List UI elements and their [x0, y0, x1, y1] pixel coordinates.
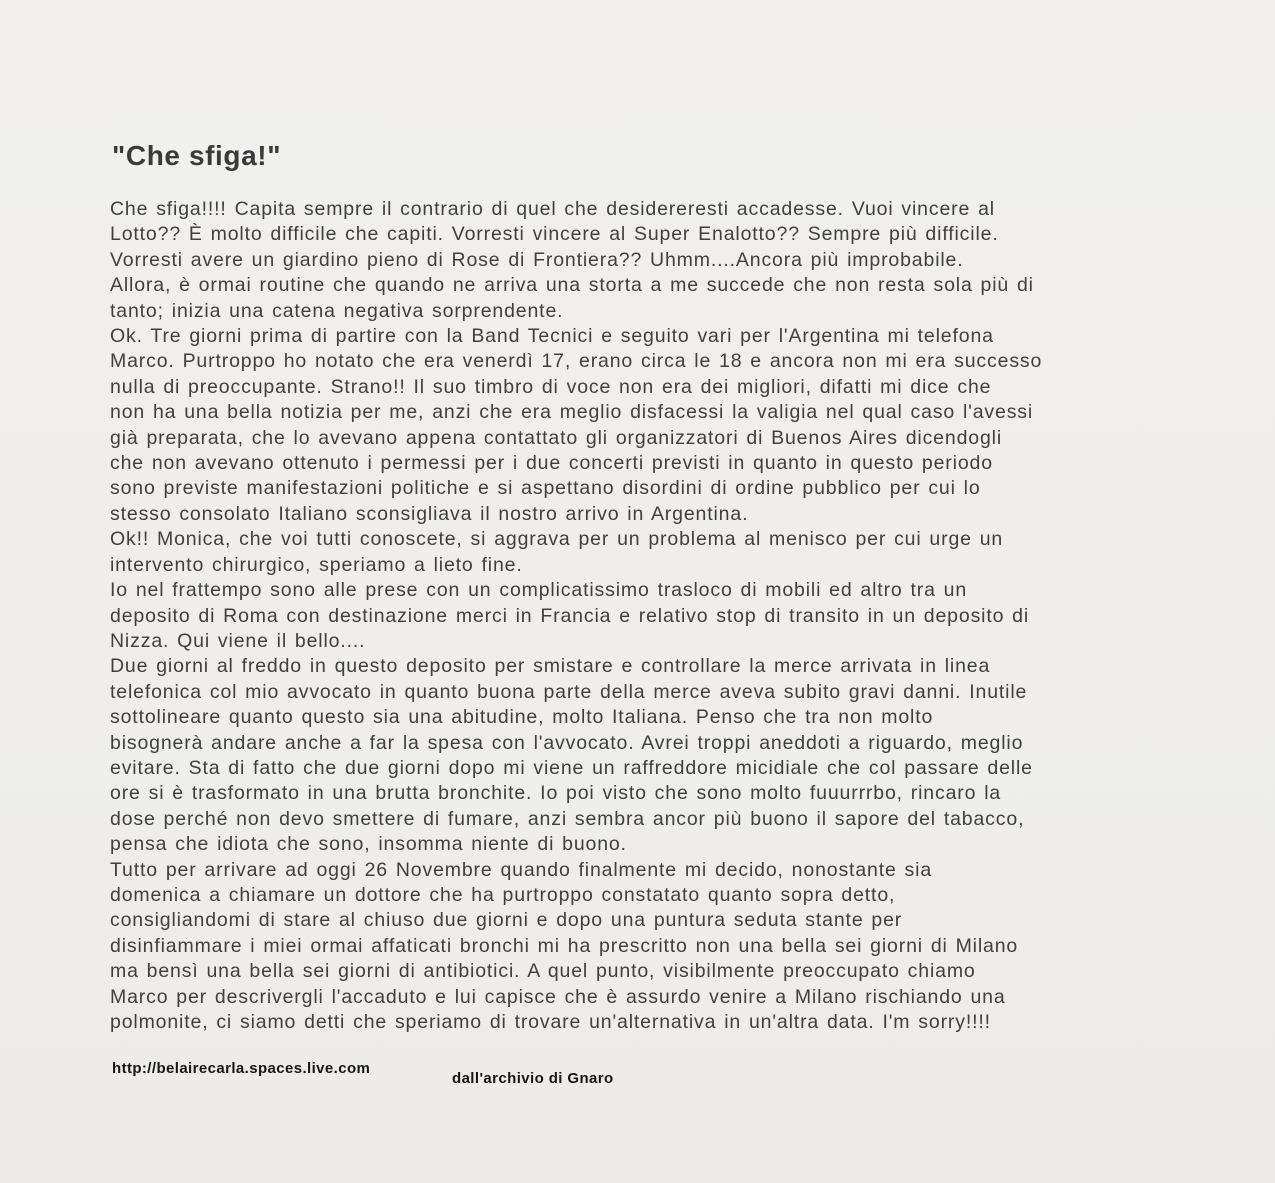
text-line: intervento chirurgico, speriamo a lieto fine. [110, 553, 523, 576]
text-line: Ok. Tre giorni prima di partire con la Band Tecnici e seguito vari per l'Argentina mi telefona [110, 325, 994, 348]
text-line: Allora, è ormai routine che quando ne arriva una storta a me succede che non resta sola più di [110, 274, 1034, 297]
page-title: "Che sfiga!" [112, 140, 282, 171]
text-line: evitare. Sta di fatto che due giorni dopo mi viene un raffreddore micidiale che col passare delle [110, 756, 1033, 779]
text-line: telefonica col mio avvocato in quanto buona parte della merce aveva subito gravi danni. Inutile [110, 680, 1028, 703]
footer-url: http://belairecarla.spaces.live.com [112, 1060, 371, 1077]
text-line: Due giorni al freddo in questo deposito per smistare e controllare la merce arrivata in linea [110, 655, 991, 678]
text-line: Io nel frattempo sono alle prese con un complicatissimo trasloco di mobili ed altro tra un [110, 579, 968, 602]
text-line: sono previste manifestazioni politiche e si aspettano disordini di ordine pubblico per cui lo [110, 477, 981, 500]
text-line: Tutto per arrivare ad oggi 26 Novembre quando finalmente mi decido, nonostante sia [110, 858, 933, 881]
text-line: disinfiammare i miei ormai affaticati bronchi mi ha prescritto non una bella sei giorni di Milano [110, 934, 1019, 957]
text-line: ma bensì una bella sei giorni di antibiotici. A quel punto, visibilmente preoccupato chiamo [110, 960, 976, 983]
text-line: già preparata, che lo avevano appena contattato gli organizzatori di Buenos Aires dicendogli [110, 426, 1003, 449]
text-line: consigliandomi di stare al chiuso due giorni e dopo una puntura seduta stante per [110, 909, 903, 932]
text-line: Vorresti avere un giardino pieno di Rose di Frontiera?? Uhmm....Ancora più improbabile. [110, 248, 964, 271]
text-line: tanto; inizia una catena negativa sorprendente. [110, 299, 564, 322]
text-line: Lotto?? È molto difficile che capiti. Vorresti vincere al Super Enalotto?? Sempre più difficile. [110, 223, 999, 246]
text-line: deposito di Roma con destinazione merci in Francia e relativo stop di transito in un deposito di [110, 604, 1030, 627]
footer-archive: dall'archivio di Gnaro [452, 1070, 614, 1087]
text-line: domenica a chiamare un dottore che ha purtroppo constatato quanto sopra detto, [110, 883, 896, 906]
text-line: bisognerà andare anche a far la spesa con l'avvocato. Avrei troppi aneddoti a riguardo, meglio [110, 731, 1024, 754]
text-line: ore si è trasformato in una brutta bronchite. Io poi visto che sono molto fuuurrrbo, rincaro la [110, 782, 1002, 805]
text-line: pensa che idiota che sono, insomma niente di buono. [110, 833, 627, 856]
text-line: che non avevano ottenuto i permessi per i due concerti previsti in quanto in questo periodo [110, 452, 993, 475]
text-line: stesso consolato Italiano sconsigliava il nostro arrivo in Argentina. [110, 502, 749, 525]
text-line: Marco. Purtroppo ho notato che era venerdì 17, erano circa le 18 e ancora non mi era successo [110, 350, 1043, 373]
text-line: nulla di preoccupante. Strano!! Il suo timbro di voce non era dei migliori, difatti mi dice che [110, 375, 992, 398]
text-line: sottolineare quanto questo sia una abitudine, molto Italiana. Penso che tra non molto [110, 706, 934, 729]
text-line: dose perché non devo smettere di fumare, anzi sembra ancor più buono il sapore del tabacco, [110, 807, 1025, 830]
text-line: Nizza. Qui viene il bello.... [110, 629, 366, 652]
text-line: Che sfiga!!!! Capita sempre il contrario di quel che desidereresti accadesse. Vuoi vincere al [110, 198, 995, 220]
text-line: non ha una bella notizia per me, anzi che era meglio disfacessi la valigia nel qual caso l'avessi [110, 401, 1034, 424]
text-line: Marco per descrivergli l'accaduto e lui capisce che è assurdo venire a Milano rischiando una [110, 985, 1006, 1008]
text-line: Ok!! Monica, che voi tutti conoscete, si aggrava per un problema al menisco per cui urge un [110, 528, 1004, 551]
text-line: polmonite, ci siamo detti che speriamo di trovare un'alternativa in un'altra data. I'm sorry!!!! [110, 1011, 991, 1033]
body-text [110, 197, 1170, 1035]
